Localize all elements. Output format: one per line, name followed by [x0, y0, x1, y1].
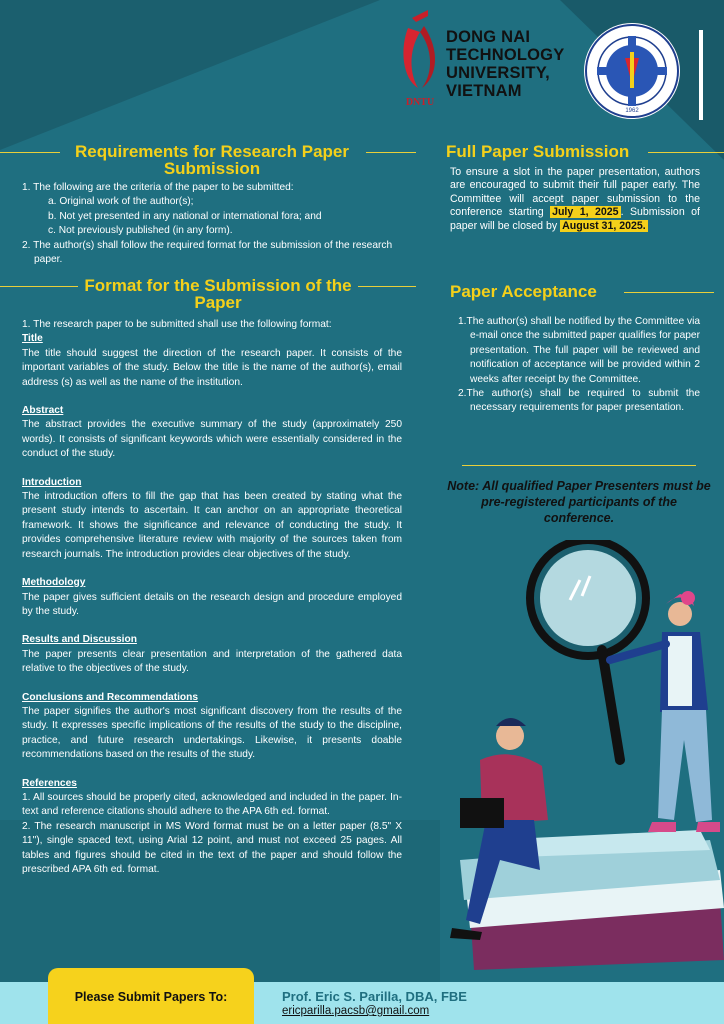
acceptance-item-2: 2.The author(s) shall be required to submit the necessary requirements for paper presentation. — [458, 388, 700, 414]
section-heading-title: Title — [22, 333, 43, 345]
section-body-title: The title should suggest the direction of the research paper. It consists of the important variables of the study. Below the title is the name of the author(s), email address (s) as well as the name of the institution. — [22, 347, 402, 388]
rule-right — [648, 152, 724, 153]
rule-right — [366, 152, 416, 153]
note-text: Note: All qualified Paper Presenters must be pre-registered participants of the conference. — [447, 479, 711, 525]
section-heading-introduction: Introduction — [22, 476, 82, 488]
section-body-references-2: 2. The research manuscript in MS Word format must be on a letter paper (8.5" X 11"), single spaced text, using Arial 12 point, and must not exceed 25 pages. All tables and figures should be cited in the text of the paper and should follow the prescribed APA 6th ed. format. — [22, 820, 402, 875]
full-paper-title: Full Paper Submission — [446, 142, 630, 161]
section-heading-references: References — [22, 777, 77, 789]
requirements-item-2: 2. The author(s) shall follow the required format for the submission of the research paper. — [22, 239, 393, 266]
requirements-title: Requirements for Research Paper Submission — [75, 142, 349, 178]
section-body-conclusions: The paper signifies the author's most significant discovery from the results of the study. It expresses specific implications of the results of the study to the discipline, practice, and future research undertakings. Likewise, it presents doable recommendations based on the results of the study. — [22, 705, 402, 761]
full-paper-text — [450, 166, 700, 233]
section-body-methodology: The paper gives sufficient details on the research design and procedure employed by the study. — [22, 591, 402, 617]
research-illustration — [430, 540, 724, 980]
requirements-list — [22, 181, 412, 267]
section-body-introduction: The introduction offers to fill the gap that has been created by stating what the present study intends to ascertain. It can anchor on an appropriate theoretical framework. It shows the significance and relevance of conducting the study. It provides comprehensive literature review with majority of the sources taken from research journals. The introduction provides clear objectives of the study. — [22, 491, 402, 560]
section-heading-conclusions: Conclusions and Recommendations — [22, 691, 199, 703]
rule-left — [0, 286, 78, 287]
dntu-logo — [398, 8, 442, 108]
requirements-sub-b: b. Not yet presented in any national or international fora; and — [48, 210, 322, 222]
requirements-sub-c: c. Not previously published (in any form). — [48, 225, 233, 237]
full-paper-text-a: To ensure a slot in the paper presentation, authors are encouraged to submit their full paper early. The Committee will accept paper submission to the conference starting — [450, 166, 700, 219]
date-start-highlight: July 1, 2025 — [552, 206, 619, 219]
rule-right — [624, 292, 714, 293]
section-heading-abstract: Abstract — [22, 405, 64, 417]
section-body-references: 1. All sources should be properly cited, acknowledged and included in the paper. In-text and reference citations should adhere to the APA 6th ed. format. — [22, 791, 402, 818]
submit-papers-label-text: Please Submit Papers To: — [74, 990, 228, 1004]
background-shape-top-left — [0, 0, 380, 150]
pacsb-seal — [583, 22, 681, 120]
section-body-abstract: The abstract provides the executive summary of the study (approximately 250 words). It consists of significant keywords which were essentially considered in the conduct of the study. — [22, 419, 402, 460]
contact-email-link[interactable]: ericparilla.pacsb@gmail.com — [282, 1005, 430, 1017]
contact-name: Prof. Eric S. Parilla, DBA, FBE — [282, 989, 467, 1004]
acceptance-item-1: 1.The author(s) shall be notified by the Committee via e-mail once the submitted paper qualifies for paper presentation. The full paper will be reviewed and notification of acceptance will be provided within 2 weeks after receipt by the Committee. — [458, 316, 700, 385]
section-body-results: The paper presents clear presentation and interpretation of the gathered data relative to the objectives of the study. — [22, 648, 402, 675]
format-body — [22, 318, 402, 877]
acceptance-list — [458, 315, 700, 416]
format-intro: 1. The research paper to be submitted shall use the following format: — [22, 319, 332, 330]
header-divider — [699, 30, 703, 120]
submit-papers-label — [48, 968, 254, 1024]
acceptance-title: Paper Acceptance — [450, 282, 597, 301]
date-end-highlight: August 31, 2025. — [562, 219, 646, 232]
rule-right — [358, 286, 416, 287]
section-heading-methodology: Methodology — [22, 577, 86, 589]
format-title: Format for the Submission of the Paper — [84, 276, 352, 312]
requirements-item-1: 1. The following are the criteria of the paper to be submitted: — [22, 182, 294, 193]
note-divider — [462, 465, 696, 466]
acceptance-item-2-text: The author(s) shall be required to submit the necessary requirements for paper presentation. — [466, 388, 700, 414]
rule-left — [0, 152, 60, 153]
logo-text: DNTU — [405, 97, 435, 108]
university-name: DONG NAI TECHNOLOGY UNIVERSITY, VIETNAM — [446, 28, 565, 100]
full-paper-text-b: . Submission of paper will be closed by — [450, 206, 700, 232]
requirements-sub-a: a. Original work of the author(s); — [48, 196, 194, 208]
acceptance-item-1-text: The author(s) shall be notified by the Committee via e-mail once the submitted paper qualifies for paper presentation. The full paper will be reviewed and notification of acceptance will be provided within 2 weeks after receipt by the Committee. — [466, 316, 700, 385]
section-heading-results: Results and Discussion — [22, 634, 137, 646]
seal-year: 1962 — [625, 108, 639, 114]
